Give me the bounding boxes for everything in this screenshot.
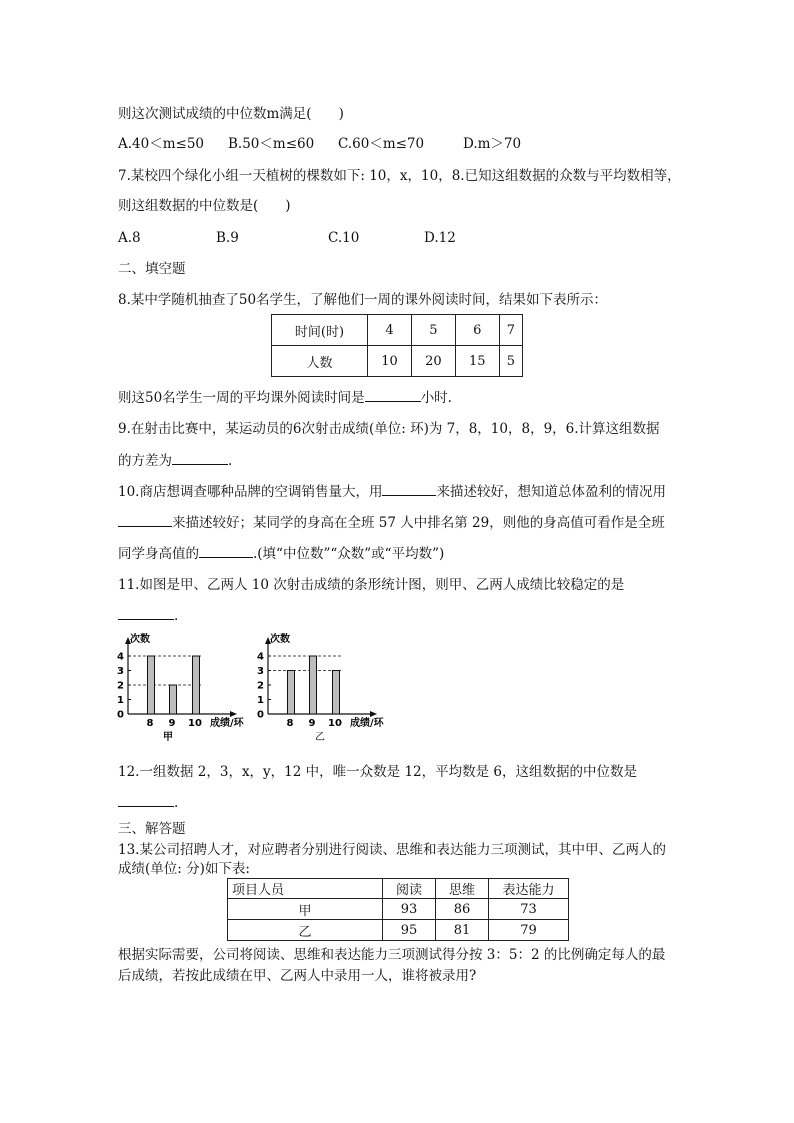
y-tick-label: 2 [257,680,264,692]
q7-options [118,228,456,248]
y-tick-label: 0 [257,709,264,721]
x-tick-label: 10 [328,718,342,729]
q8-after-unit: 小时. [420,390,452,406]
q6-option-c: C.60＜m≤70 [338,136,425,152]
q11-answer-blank[interactable] [118,605,174,620]
q12-line1: 12.一组数据 2，3，x，y，12 中，唯一众数是 12，平均数是 6，这组数据的中位数是 [118,764,637,780]
q7-option-c: C.10 [328,230,360,246]
q10-line1-b: 来描述较好，想知道总体盈利的情况用 [436,484,666,500]
q12-line2 [118,792,178,813]
y-tick-label: 3 [257,666,264,677]
q6-stem: 则这次测试成绩的中位数m满足( ) [118,106,344,122]
bar-9 [170,685,177,714]
bar-8 [288,671,295,715]
q7-option-a: A.8 [118,230,141,246]
q10-line3 [118,543,444,564]
q10-line3-b: .(填“中位数”“众数”或“平均数”) [253,546,445,562]
q9-line2-text: 的方差为 [118,453,172,469]
q13-line1: 13.某公司招聘人才，对应聘者分别进行阅读、思维和表达能力三项测试，其中甲、乙两人的 [118,842,666,858]
x-tick-label: 9 [168,718,176,729]
q10-blank-1[interactable] [382,481,436,496]
q7-option-d: D.12 [424,230,456,246]
q7-line2: 则这组数据的中位数是( ) [118,198,291,214]
q13-cell: 乙 [228,920,383,941]
q10-line1-a: 10.商店想调查哪种品牌的空调销售量大，用 [118,484,383,500]
q9-answer-blank[interactable] [172,450,228,465]
q8-after-text: 则这50名学生一周的平均课外阅读时间是 [118,390,365,406]
q8-answer-line [118,387,452,408]
q13-table-header [228,879,569,899]
q8-cell: 5 [499,346,522,377]
q11-line2-end: . [174,608,179,624]
q13-table-row [228,920,569,941]
q8-table-row-hours [272,315,523,346]
q13-cell: 甲 [228,899,383,920]
q10-blank-3[interactable] [199,543,253,558]
q8-table-row-people [272,346,523,377]
q13-table [227,878,569,941]
q12-line2-end: . [174,795,179,811]
q7-option-b: B.9 [216,230,239,246]
y-tick-label: 3 [117,666,124,677]
q6-option-d: D.m＞70 [463,136,522,152]
q9-line2 [118,450,232,471]
x-axis-label: 成绩/环 [210,718,244,729]
q11-line1: 11.如图是甲、乙两人 10 次射击成绩的条形统计图，则甲、乙两人成绩比较稳定的是 [118,577,625,593]
x-tick-label: 9 [308,718,316,729]
section-title-answer: 三、解答题 [118,821,186,837]
q9-line2-end: . [228,453,233,469]
q13-table-row [228,899,569,920]
q8-row-header: 时间(时) [272,315,368,346]
y-tick-label: 4 [257,651,264,663]
q13-line3: 根据实际需要，公司将阅读、思维和表达能力三项测试得分按 3：5：2 的比例确定每人的最 [118,947,666,963]
bar-10 [193,656,200,714]
bar-8 [148,656,155,714]
q8-cell: 10 [368,346,412,377]
x-tick-label: 8 [286,718,294,729]
q13-cell: 81 [436,920,489,941]
q13-header-cell: 阅读 [383,879,436,899]
q13-cell: 86 [436,899,489,920]
q13-header-cell: 思维 [436,879,489,899]
q10-line3-a: 同学身高值的 [118,546,199,562]
chart-title: 甲 [163,732,173,743]
q8-cell: 4 [368,315,412,346]
chart-title: 乙 [315,732,325,743]
q13-header-cell: 表达能力 [489,879,569,899]
q13-cell: 73 [489,899,569,920]
q6-option-b: B.50＜m≤60 [228,136,315,152]
y-tick-label: 2 [117,680,124,692]
chart-yi [250,630,400,745]
y-axis-label: 次数 [130,634,150,645]
q10-line2 [118,512,665,533]
q6-options [118,134,521,154]
bar-10 [333,671,340,715]
q10-blank-2[interactable] [118,512,172,527]
chart-jia [110,630,260,745]
x-axis-arrow [230,711,237,717]
x-tick-label: 10 [188,718,202,729]
q12-answer-blank[interactable] [118,792,174,807]
q10-line1 [118,481,666,502]
q8-cell: 7 [499,315,522,346]
x-axis-label: 成绩/环 [350,718,384,729]
q9-line1: 9.在射击比赛中，某运动员的6次射击成绩(单位: 环)为 7，8，10，8，9，6.计算这组数据 [118,421,660,437]
q13-line4: 后成绩，若按此成绩在甲、乙两人中录用一人，谁将被录用? [118,968,477,984]
q8-cell: 20 [411,346,455,377]
y-tick-label: 0 [117,709,124,721]
q8-stem: 8.某中学随机抽查了50名学生，了解他们一周的课外阅读时间，结果如下表所示： [118,292,608,308]
q13-cell: 79 [489,920,569,941]
q13-header-cell: 项目人员 [228,879,383,899]
q8-row-header: 人数 [272,346,368,377]
x-tick-label: 8 [146,718,154,729]
bar-9 [310,656,317,714]
q13-cell: 95 [383,920,436,941]
q13-cell: 93 [383,899,436,920]
y-tick-label: 1 [257,695,264,706]
q6-option-a: A.40＜m≤50 [118,136,205,152]
q10-line2-text: 来描述较好；某同学的身高在全班 57 人中排名第 29，则他的身高值可看作是全班 [172,515,665,531]
q8-table [271,314,523,377]
section-title-fill-in: 二、填空题 [118,261,186,277]
q8-cell: 15 [455,346,499,377]
q13-line2: 成绩(单位: 分)如下表: [118,861,250,877]
q8-cell: 5 [411,315,455,346]
y-axis-label: 次数 [270,634,290,645]
q8-cell: 6 [455,315,499,346]
y-tick-label: 4 [117,651,124,663]
q8-answer-blank[interactable] [365,387,421,402]
y-tick-label: 1 [117,695,124,706]
q11-line2 [118,605,178,626]
q7-line1: 7.某校四个绿化小组一天植树的棵数如下: 10，x，10，8.已知这组数据的众数与平均数相等， [118,168,681,184]
x-axis-arrow [370,711,377,717]
